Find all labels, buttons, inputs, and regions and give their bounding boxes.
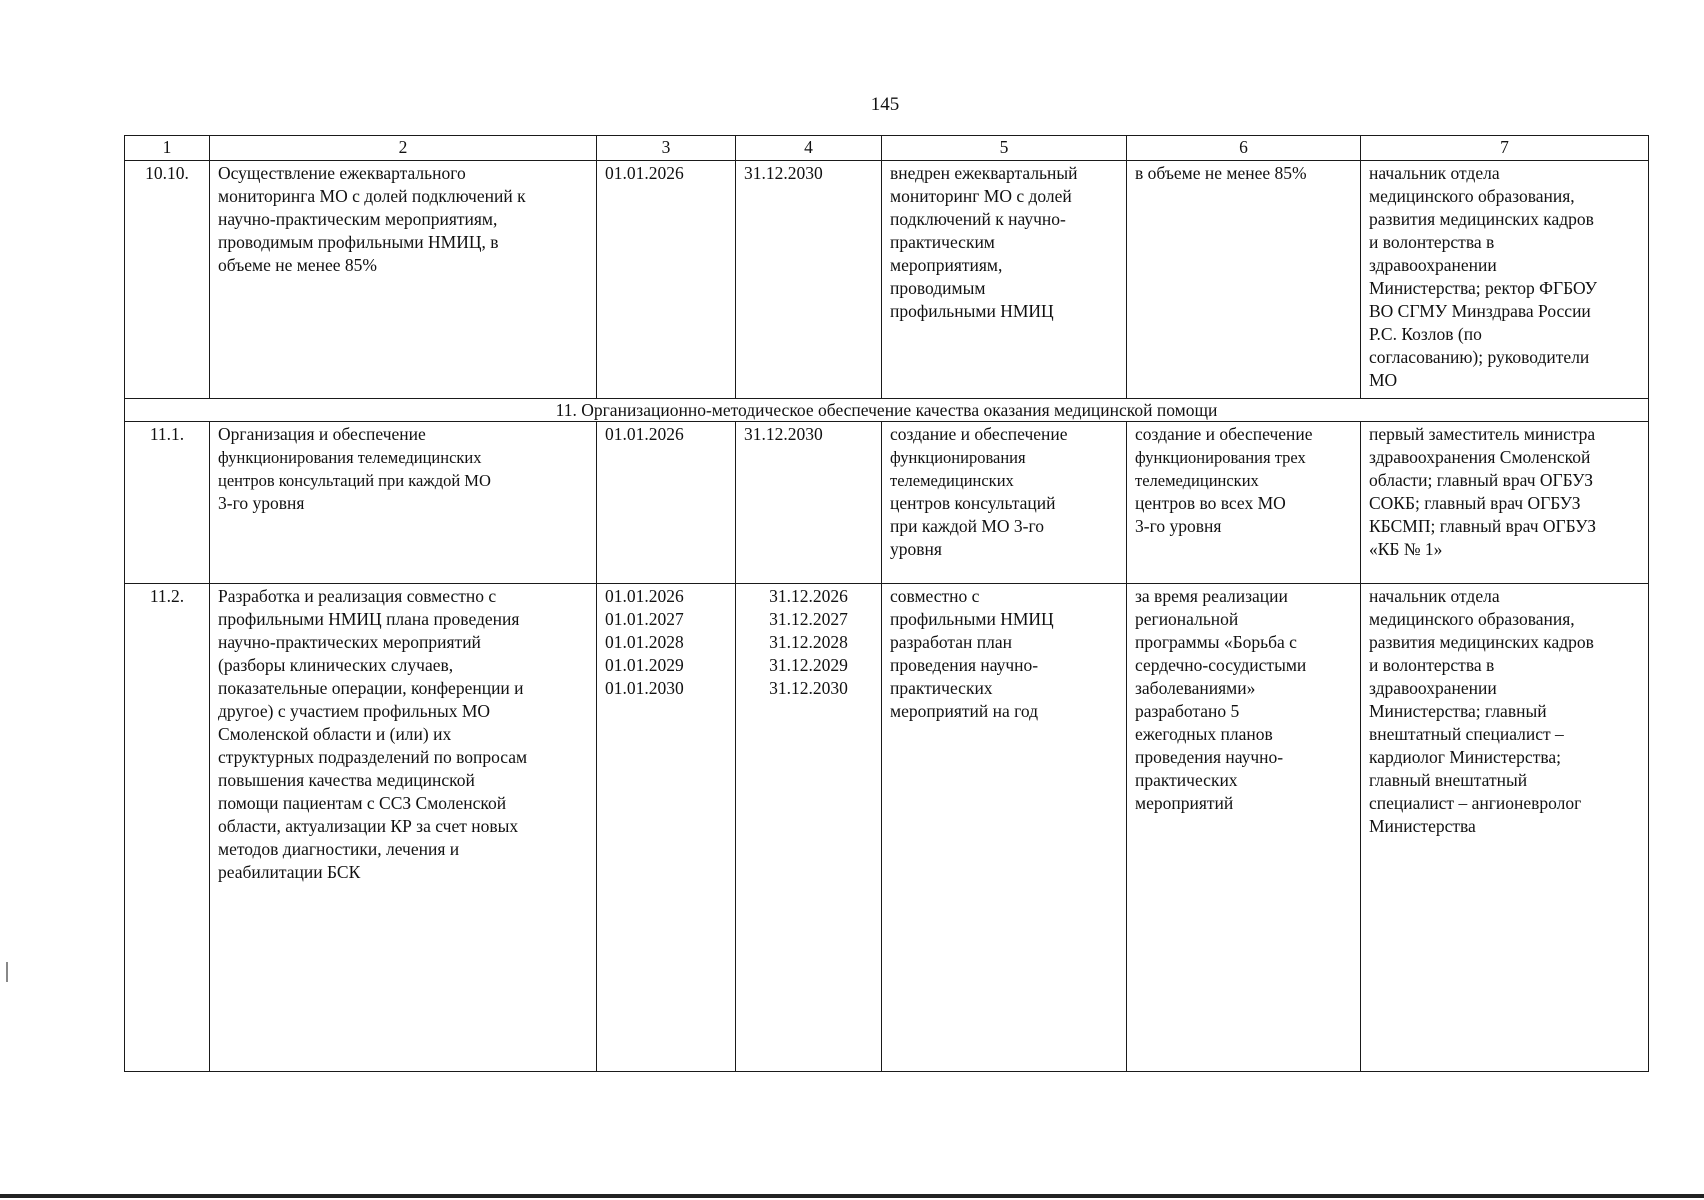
cell-text-line: здравоохранения Смоленской — [1369, 447, 1591, 467]
cell-text-line: Организация и обеспечение — [218, 424, 426, 444]
cell-text-line: «КБ № 1» — [1369, 539, 1443, 559]
cell-text-line: 01.01.2026 — [605, 163, 684, 183]
cell-text-line: области, актуализации КР за счет новых — [218, 816, 519, 836]
cell-text-line: 31.12.2030 — [744, 163, 823, 183]
page-number: 145 — [870, 94, 900, 115]
cell-text-line: главный внештатный — [1369, 770, 1528, 790]
column-number: 4 — [736, 136, 882, 161]
plan-table — [124, 135, 1649, 1072]
margin-mark — [6, 962, 8, 982]
cell-text-line: другое) с участием профильных МО — [218, 701, 491, 721]
cell-text-line: Р.С. Козлов (по — [1369, 324, 1482, 344]
cell-text-line: заболеваниями» — [1135, 678, 1256, 698]
target-indicator — [1127, 422, 1361, 584]
measure-description — [210, 584, 597, 1072]
start-date — [597, 161, 736, 399]
cell-text-line: телемедицинских — [890, 471, 1014, 490]
start-date — [597, 584, 736, 1072]
measure-description — [210, 422, 597, 584]
cell-text-line: программы «Борьба с — [1135, 632, 1297, 652]
cell-text-line: мероприятиям, — [890, 255, 1003, 275]
responsible-persons — [1361, 161, 1649, 399]
cell-text-line: развития медицинских кадров — [1369, 632, 1594, 652]
cell-text-line: Министерства — [1369, 816, 1476, 836]
item-number: 10.10. — [125, 161, 210, 399]
cell-text-line: МО — [1369, 370, 1398, 390]
target-indicator — [1127, 584, 1361, 1072]
cell-text-line: проводимым профильными НМИЦ, в — [218, 232, 499, 252]
cell-text-line: 01.01.2026 — [605, 586, 684, 606]
cell-text-line: 01.01.2027 — [605, 609, 684, 629]
cell-text-line: 01.01.2026 — [605, 424, 684, 444]
section-heading-row — [125, 399, 1649, 422]
cell-text-line: объеме не менее 85% — [218, 255, 377, 275]
cell-text-line: 01.01.2029 — [605, 655, 684, 675]
cell-text-line: телемедицинских — [1135, 471, 1259, 490]
cell-text-line: практических — [1135, 770, 1238, 790]
cell-text-line: Смоленской области и (или) их — [218, 724, 452, 744]
end-date — [736, 584, 882, 1072]
responsible-persons — [1361, 584, 1649, 1072]
cell-text-line: практических — [890, 678, 993, 698]
cell-text-line: Разработка и реализация совместно с — [218, 586, 497, 606]
cell-text-line: внештатный специалист – — [1369, 724, 1564, 744]
cell-text-line: 01.01.2028 — [605, 632, 684, 652]
expected-result — [882, 161, 1127, 399]
cell-text-line: проводимым — [890, 278, 986, 298]
cell-text-line: центров во всех МО — [1135, 493, 1286, 513]
cell-text-line: центров консультаций — [890, 493, 1056, 513]
section-title: 11. Организационно-методическое обеспечение качества оказания медицинской помощи — [125, 399, 1649, 422]
cell-text-line: медицинского образования, — [1369, 609, 1575, 629]
cell-text-line: совместно с — [890, 586, 980, 606]
table-row — [125, 584, 1649, 1072]
cell-text-line: создание и обеспечение — [1135, 424, 1313, 444]
cell-text-line: и волонтерства в — [1369, 655, 1495, 675]
cell-text-line: структурных подразделений по вопросам — [218, 747, 528, 767]
cell-text-line: 31.12.2029 — [769, 655, 848, 675]
end-date — [736, 161, 882, 399]
cell-text-line: методов диагностики, лечения и — [218, 839, 460, 859]
cell-text-line: подключений к научно- — [890, 209, 1066, 229]
item-number: 11.1. — [125, 422, 210, 584]
cell-text-line: центров консультаций при каждой МО — [218, 471, 491, 490]
cell-text-line: за время реализации — [1135, 586, 1288, 606]
cell-text-line: в объеме не менее 85% — [1135, 163, 1307, 183]
end-date — [736, 422, 882, 584]
cell-text-line: практическим — [890, 232, 995, 252]
column-number: 6 — [1127, 136, 1361, 161]
cell-text-line: внедрен ежеквартальный — [890, 163, 1078, 183]
cell-text-line: Министерства; ректор ФГБОУ — [1369, 278, 1598, 298]
table-row — [125, 161, 1649, 399]
column-number: 2 — [210, 136, 597, 161]
cell-text-line: 3-го уровня — [1135, 516, 1222, 536]
cell-text-line: начальник отдела — [1369, 586, 1500, 606]
cell-text-line: области; главный врач ОГБУЗ — [1369, 470, 1594, 490]
cell-text-line: Осуществление ежеквартального — [218, 163, 466, 183]
cell-text-line: реабилитации БСК — [218, 862, 361, 882]
cell-text-line: мероприятий — [1135, 793, 1234, 813]
cell-text-line: 31.12.2030 — [744, 424, 823, 444]
cell-text-line: помощи пациентам с ССЗ Смоленской — [218, 793, 507, 813]
cell-text-line: мониторинга МО с долей подключений к — [218, 186, 526, 206]
cell-text-line: проведения научно- — [1135, 747, 1284, 767]
start-date — [597, 422, 736, 584]
cell-text-line: разработан план — [890, 632, 1012, 652]
cell-text-line: ВО СГМУ Минздрава России — [1369, 301, 1591, 321]
cell-text-line: показательные операции, конференции и — [218, 678, 524, 698]
column-number: 5 — [882, 136, 1127, 161]
cell-text-line: научно-практических мероприятий — [218, 632, 481, 652]
item-number: 11.2. — [125, 584, 210, 1072]
cell-text-line: профильными НМИЦ — [890, 301, 1054, 321]
cell-text-line: кардиолог Министерства; — [1369, 747, 1562, 767]
cell-text-line: функционирования телемедицинских — [218, 448, 482, 467]
cell-text-line: Министерства; главный — [1369, 701, 1547, 721]
cell-text-line: КБСМП; главный врач ОГБУЗ — [1369, 516, 1596, 536]
measure-description — [210, 161, 597, 399]
column-number: 3 — [597, 136, 736, 161]
cell-text-line: 3-го уровня — [218, 493, 305, 513]
cell-text-line: научно-практическим мероприятиям, — [218, 209, 498, 229]
cell-text-line: создание и обеспечение — [890, 424, 1068, 444]
cell-text-line: функционирования — [890, 448, 1026, 467]
cell-text-line: СОКБ; главный врач ОГБУЗ — [1369, 493, 1581, 513]
cell-text-line: 31.12.2030 — [769, 678, 848, 698]
responsible-persons — [1361, 422, 1649, 584]
expected-result — [882, 422, 1127, 584]
cell-text-line: медицинского образования, — [1369, 186, 1575, 206]
table-row — [125, 422, 1649, 584]
cell-text-line: согласованию); руководители — [1369, 347, 1590, 367]
cell-text-line: развития медицинских кадров — [1369, 209, 1594, 229]
cell-text-line: сердечно-сосудистыми — [1135, 655, 1307, 675]
column-number: 7 — [1361, 136, 1649, 161]
cell-text-line: специалист – ангионевролог — [1369, 793, 1582, 813]
cell-text-line: здравоохранении — [1369, 678, 1497, 698]
cell-text-line: 31.12.2026 — [769, 586, 848, 606]
column-number-header-row — [125, 136, 1649, 161]
cell-text-line: мониторинг МО с долей — [890, 186, 1072, 206]
cell-text-line: при каждой МО 3-го — [890, 516, 1044, 536]
cell-text-line: начальник отдела — [1369, 163, 1500, 183]
expected-result — [882, 584, 1127, 1072]
cell-text-line: профильными НМИЦ плана проведения — [218, 609, 520, 629]
cell-text-line: функционирования трех — [1135, 448, 1306, 467]
cell-text-line: здравоохранении — [1369, 255, 1497, 275]
cell-text-line: региональной — [1135, 609, 1239, 629]
cell-text-line: 01.01.2030 — [605, 678, 684, 698]
cell-text-line: 31.12.2027 — [769, 609, 848, 629]
scan-edge-rule — [0, 1194, 1704, 1198]
cell-text-line: мероприятий на год — [890, 701, 1039, 721]
cell-text-line: повышения качества медицинской — [218, 770, 475, 790]
cell-text-line: проведения научно- — [890, 655, 1039, 675]
cell-text-line: (разборы клинических случаев, — [218, 655, 454, 675]
cell-text-line: уровня — [890, 539, 942, 559]
cell-text-line: первый заместитель министра — [1369, 424, 1596, 444]
column-number: 1 — [125, 136, 210, 161]
cell-text-line: разработано 5 — [1135, 701, 1240, 721]
cell-text-line: ежегодных планов — [1135, 724, 1273, 744]
cell-text-line: профильными НМИЦ — [890, 609, 1054, 629]
cell-text-line: 31.12.2028 — [769, 632, 848, 652]
cell-text-line: и волонтерства в — [1369, 232, 1495, 252]
target-indicator — [1127, 161, 1361, 399]
